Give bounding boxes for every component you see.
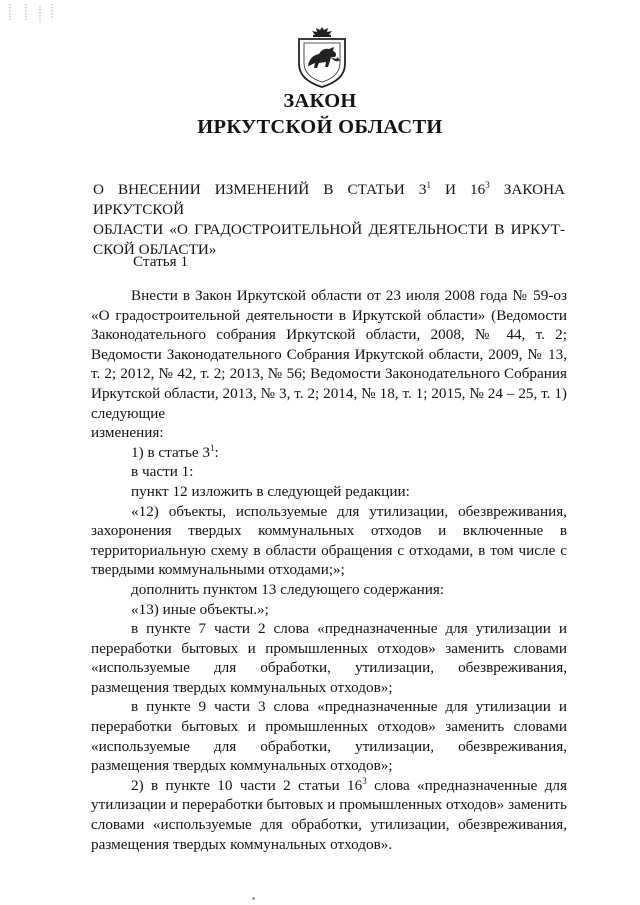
point-12-instruction: пункт 12 изложить в следующей редакции: (131, 482, 410, 500)
point-9-change: в пункте 9 части 3 слова «предназначенные для утилизации и переработки бытовых и промышленных отходов» заменить словами «используемые для обработки, утилизации, обезвреживания, размещения твердых коммунальных отходов»; (91, 698, 567, 775)
subject-line-1: О ВНЕСЕНИИ ИЗМЕНЕНИЙ В СТАТЬИ $3^1$ И $16^3$ ЗАКОНА ИРКУТСКОЙ (93, 179, 566, 218)
point-7-change: в пункте 7 части 2 слова «предназначенные для утилизации и переработки бытовых и промышленных отходов» заменить словами «используемые для обработки, утилизации, обезвреживания, размещения твердых коммунальных отходов»; (91, 620, 567, 696)
law-title-line2: ИРКУТСКОЙ ОБЛАСТИ (197, 116, 443, 138)
law-title (0, 88, 640, 140)
article-body (91, 286, 567, 854)
point-12-text: «12) объекты, используемые для утилизации, обезвреживания, захоронения твердых коммунальных отходов и включенные в территориальную схему в области обращения с отходами, в том числе с твердыми коммунальными отходами;»; (91, 502, 567, 579)
item-1: 1) в статье $3^1$: (131, 442, 219, 461)
subject-line-2: ОБЛАСТИ «О ГРАДОСТРОИТЕЛЬНОЙ ДЕЯТЕЛЬНОСТИ В ИРКУТ- (93, 221, 565, 238)
subject-line-3: СКОЙ ОБЛАСТИ» (93, 241, 217, 258)
article-intro-end: изменения: (91, 424, 164, 442)
add-point-13: дополнить пунктом 13 следующего содержания: (131, 580, 445, 598)
part-1: в части 1: (131, 463, 194, 481)
law-subject (93, 180, 565, 260)
coat-of-arms-icon (295, 26, 349, 88)
item-2: 2) в пункте 10 части 2 статьи $16^3$ слова «предназначенные для утилизации и переработки бытовых и промышленных отходов» заменить словами «используемые для обработки, утилизации, обезвреживания, размещения твердых коммунальных отходов». (91, 775, 567, 853)
article-intro: Внести в Закон Иркутской области от 23 июля 2008 года № 59-оз «О градостроительной деятельности в Иркутской области» (Ведомости Законодательного собрания Иркутской области, 2008, № 44, т. 2; Ведомости Законодательного Собрания Иркутской области, 2009, № 13, т. 2; 2012, № 42, т. 2; 2013, № 56; Ведомости Законодательного Собрания Иркутской области, 2013, № 3, т. 2; 2014, № 18, т. 1; 2015, № 24 – 25, т. 1) следующие (91, 287, 567, 422)
point-13-text: «13) иные объекты.»; (131, 600, 269, 618)
law-title-line1: ЗАКОН (283, 90, 357, 112)
article-heading: Статья 1 (133, 253, 189, 270)
scan-artifact-icon (6, 2, 58, 24)
scan-speck (252, 897, 255, 900)
